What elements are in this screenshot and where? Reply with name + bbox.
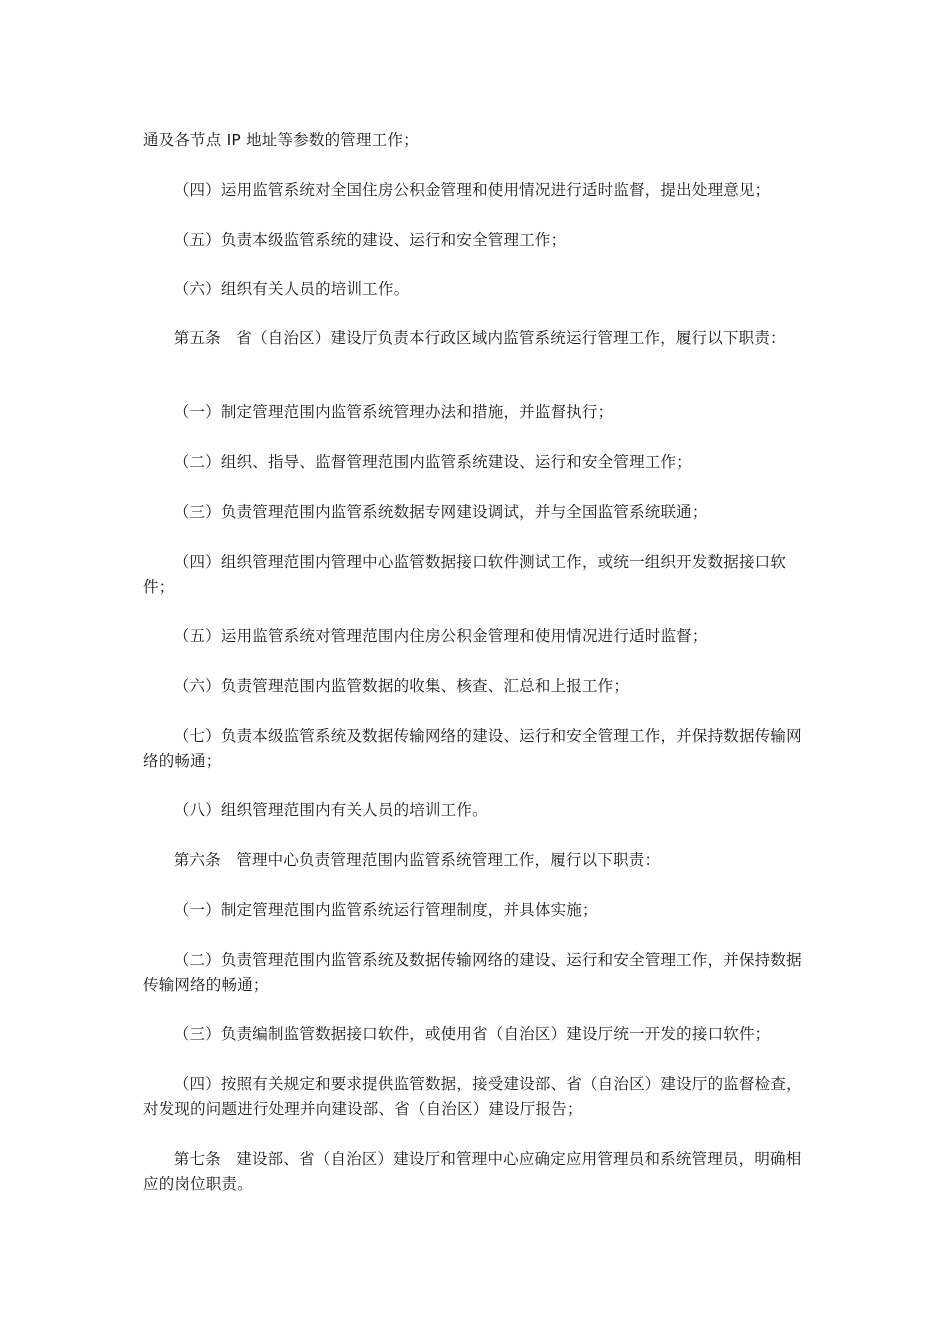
article-6-paragraph: 第六条 管理中心负责管理范围内监管系统管理工作，履行以下职责： [143, 851, 661, 869]
paragraph-15: （一）制定管理范围内监管系统运行管理制度，并具体实施； [143, 901, 598, 919]
article-5-paragraph: 第五条 省（自治区）建设厅负责本行政区域内监管系统运行管理工作，履行以下职责： [143, 329, 786, 347]
paragraph-7: （二）组织、指导、监督管理范围内监管系统建设、运行和安全管理工作； [143, 453, 692, 471]
paragraph-2: （四）运用监管系统对全国住房公积金管理和使用情况进行适时监督，提出处理意见； [143, 181, 771, 199]
paragraph-13: （八）组织管理范围内有关人员的培训工作。 [143, 801, 488, 819]
paragraph-6: （一）制定管理范围内监管系统管理办法和措施，并监督执行； [143, 403, 614, 421]
paragraph-18: （四）按照有关规定和要求提供监管数据，接受建设部、省（自治区）建设厅的监督检查，对发现的问题进行处理并向建设部、省（自治区）建设厅报告； [143, 1075, 802, 1118]
paragraph-11: （六）负责管理范围内监管数据的收集、核查、汇总和上报工作； [143, 677, 630, 695]
paragraph-4: （六）组织有关人员的培训工作。 [143, 280, 410, 298]
paragraph-1: 通及各节点 IP 地址等参数的管理工作； [143, 131, 419, 149]
paragraph-17: （三）负责编制监管数据接口软件，或使用省（自治区）建设厅统一开发的接口软件； [143, 1025, 771, 1043]
paragraph-12: （七）负责本级监管系统及数据传输网络的建设、运行和安全管理工作，并保持数据传输网络的畅通； [143, 727, 802, 770]
paragraph-3: （五）负责本级监管系统的建设、运行和安全管理工作； [143, 231, 567, 249]
paragraph-8: （三）负责管理范围内监管系统数据专网建设调试，并与全国监管系统联通； [143, 503, 708, 521]
paragraph-9: （四）组织管理范围内管理中心监管数据接口软件测试工作，或统一组织开发数据接口软件； [143, 553, 787, 596]
article-7-paragraph: 第七条 建设部、省（自治区）建设厅和管理中心应确定应用管理员和系统管理员，明确相应的岗位职责。 [143, 1150, 802, 1193]
paragraph-16: （二）负责管理范围内监管系统及数据传输网络的建设、运行和安全管理工作，并保持数据传输网络的畅通； [143, 951, 802, 994]
paragraph-10: （五）运用监管系统对管理范围内住房公积金管理和使用情况进行适时监督； [143, 627, 708, 645]
